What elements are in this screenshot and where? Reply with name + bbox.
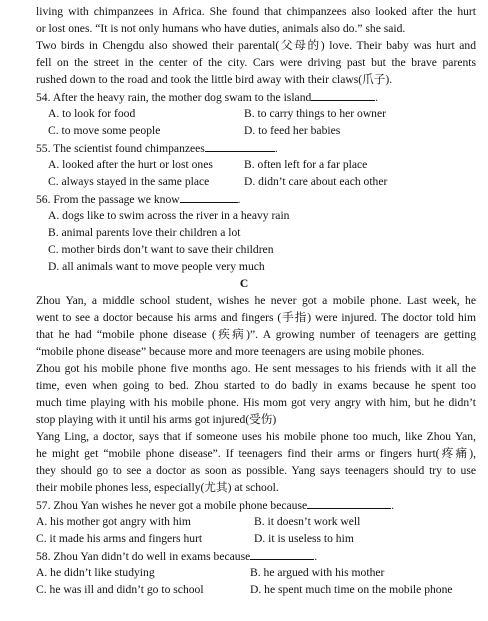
- question-end: .: [391, 499, 395, 512]
- option-b: B. animal parents love their children a lot: [48, 226, 241, 239]
- question-stem: 58. Zhou Yan didn’t do well in exams because: [36, 550, 251, 563]
- question-58: [36, 548, 476, 565]
- question-stem: 54. After the heavy rain, the mother dog swam to the island: [36, 91, 312, 104]
- question-end: .: [314, 550, 318, 563]
- option-b: B. to carry things to her owner: [244, 107, 386, 120]
- passage-line: time, even when going to bed. Zhou started to do badly in exams because he spent too: [36, 379, 476, 392]
- option-d: D. to feed her babies: [244, 124, 341, 137]
- answer-blank: [180, 191, 238, 203]
- passage-line: they should go to see a doctor as soon as possible. Yang says teenagers should try to use: [36, 464, 476, 477]
- passage-line: Yang Ling, a doctor, says that if someone uses his mobile phone too much, like Zhou Yan,: [36, 430, 476, 443]
- passage-line: their mobile phones less, especially(尤其) at school.: [36, 481, 279, 494]
- question-end: .: [237, 193, 241, 206]
- answer-blank: [307, 497, 391, 509]
- option-c: C. to move some people: [48, 124, 161, 137]
- option-d: D. it is useless to him: [254, 532, 354, 545]
- option-c: C. it made his arms and fingers hurt: [36, 532, 203, 545]
- option-a: A. looked after the hurt or lost ones: [48, 158, 213, 171]
- question-56: [36, 191, 476, 208]
- answer-blank: [311, 89, 375, 101]
- option-a: A. his mother got angry with him: [36, 515, 191, 528]
- option-a: A. dogs like to swim across the river in a heavy rain: [48, 209, 290, 222]
- option-c: C. he was ill and didn’t go to school: [36, 583, 204, 596]
- passage-line: Two birds in Chengdu also showed their parental(父母的) love. Their baby was hurt and: [36, 39, 476, 52]
- question-55: [36, 140, 476, 157]
- passage-line: stop playing with it until his arms got injured(受伤): [36, 413, 277, 426]
- question-stem: 56. From the passage we know: [36, 193, 180, 206]
- passage-line: much time playing with his mobile phone. His mom got very angry with him, but he didn’t: [36, 396, 476, 409]
- passage-line: Zhou Yan, a middle school student, wishes he never got a mobile phone. Last week, he: [36, 294, 476, 307]
- option-b: B. he argued with his mother: [250, 566, 385, 579]
- option-d: D. didn’t care about each other: [244, 175, 388, 188]
- answer-blank: [250, 548, 314, 560]
- answer-blank: [205, 140, 275, 152]
- option-b: B. it doesn’t work well: [254, 515, 361, 528]
- question-end: .: [274, 142, 278, 155]
- passage-line: fell on the street in the center of the city. Cars were driving past but the brave parents: [36, 56, 476, 69]
- passage-line: went to see a doctor because his arms and fingers (手指) were injured. The doctor told him: [36, 311, 476, 324]
- passage-line: he might get “mobile phone disease”. If teenagers find their arms or fingers hurt(疼痛),: [36, 447, 476, 460]
- question-stem: 57. Zhou Yan wishes he never got a mobile phone because: [36, 499, 308, 512]
- option-d: D. he spent much time on the mobile phone: [250, 583, 453, 596]
- question-stem: 55. The scientist found chimpanzees: [36, 142, 205, 155]
- question-54: [36, 89, 476, 106]
- section-heading: C: [239, 277, 249, 290]
- option-b: B. often left for a far place: [244, 158, 368, 171]
- passage-line: rushed down to the road and took the little bird away with their claws(爪子).: [36, 73, 393, 86]
- question-end: .: [375, 91, 379, 104]
- passage-line: or lost ones. “It is not only humans who have duties, animals also do.” she said.: [36, 22, 406, 35]
- option-a: A. to look for food: [48, 107, 136, 120]
- passage-line: that he had “mobile phone disease (疾病)”. A growing number of teenagers are getting: [36, 328, 476, 341]
- question-57: [36, 497, 476, 514]
- option-c: C. mother birds don’t want to save their children: [48, 243, 274, 256]
- passage-line: “mobile phone disease” because more and more teenagers are using mobile phones.: [36, 345, 425, 358]
- passage-line: living with chimpanzees in Africa. She found that chimpanzees also looked after the hurt: [36, 5, 476, 18]
- option-c: C. always stayed in the same place: [48, 175, 210, 188]
- passage-line: Zhou got his mobile phone five months ago. He sent messages to his friends with it all the: [36, 362, 476, 375]
- option-d: D. all animals want to move people very much: [48, 260, 265, 273]
- option-a: A. he didn’t like studying: [36, 566, 155, 579]
